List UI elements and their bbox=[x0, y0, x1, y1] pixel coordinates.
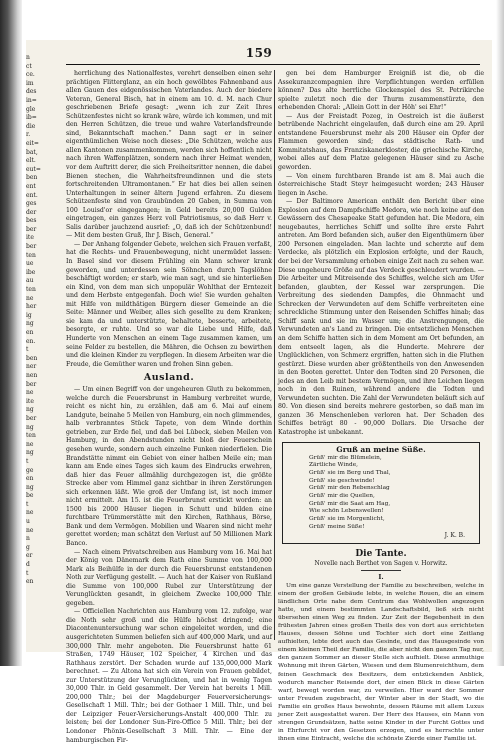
article-paragraph: — Um einen Begriff von der ungeheuren Gluth zu bekommen, welche durch die Feuersbrunst in Hamburg verbreitet wurde, reicht es nicht hin, zu erzählen, daß am 6. Mai auf einem Landgute, beinahe 5 Meilen von Hamburg, ein noch glimmendes, halb verbranntes Stück Tapete, von dem Winde dorthin getrieben, zur Erde fiel, und daß bei Lübeck, sieben Meilen von Hamburg, in den Abendstunden nicht bloß der Feuerschein gesehen wurde, sondern auch einzelne Funken niederfielen. Die Brandstätte nimmt ein Gebiet von einer halben Meile ein; man kann am Ende eines Tages sich kaum des Eindrucks erwehren, daß hier das Feuer allmählig durchgezogen ist, die größte Strecke aber vom Himmel ganz sichtbar in ihren Zerstörungen sich erkennen läßt. Wie groß der Umfang ist, ist noch immer nicht ermittelt. Am 15. ist die Feuerbrunst erstickt worden: an 1500 bis 2000 Häuser liegen in Schutt und bilden eine furchtbare Trümmerstätte mit den Kirchen, Rathhaus, Börse, Bank und dem Vermögen. Mobilien und Waaren sind nicht mehr gerettet worden; man schätzt den Verlust auf 50 Millionen Mark Banco. bbox=[66, 386, 272, 547]
novella-subtitle: Novelle nach Berthet von Sagen v. Horwitz. bbox=[314, 559, 448, 567]
margin-fragment: ber bbox=[26, 225, 37, 233]
article-paragraph: — Von einem furchtbaren Brande ist am 8. Mai auch die österreichische Stadt Steyr heimgesucht worden; 243 Häuser liegen in Asche. bbox=[278, 172, 484, 197]
margin-fragment: t bbox=[26, 346, 29, 354]
poem-title: Gruß an meine Süße. bbox=[336, 444, 426, 454]
poem-line: Grüß' meine Süße! bbox=[309, 523, 365, 530]
left-column-articles bbox=[66, 70, 272, 369]
margin-fragment: ne bbox=[26, 389, 34, 397]
margin-fragment: ten bbox=[26, 432, 36, 440]
margin-fragment: die bbox=[26, 122, 36, 130]
margin-fragment: ib= bbox=[26, 114, 37, 122]
margin-fragment: be bbox=[26, 492, 34, 500]
margin-fragment: ten bbox=[26, 251, 36, 259]
margin-fragment: ber bbox=[26, 414, 37, 422]
right-column-articles bbox=[278, 70, 484, 438]
margin-fragment: t bbox=[26, 457, 29, 465]
margin-fragment: her bbox=[26, 303, 37, 311]
poem-lines bbox=[287, 455, 475, 532]
margin-fragment: ng bbox=[26, 406, 34, 414]
right-column bbox=[278, 70, 484, 743]
article-paragraph: herrlichung des Nationalfestes, verehrt denselben einen sehr prächtigen Flitterglanz, an ein hoch gewölbtes Fahnenband aus allen Gauen des eidgenössischen Vaterlandes. Auch der biedere Veteran, General Bisch, hat in einem am 10. d. M. nach Chur geschriebenen Briefe gesagt: „wenn ich zur Zeit Ihres Schützenfestes nicht so krank wäre, würde ich kommen, und mit den Herren Schützen, die treue und wahre Vaterlandsfreunde sind, Bekanntschaft machen.“ Dann sagt er in seiner eigenthümlichen Weise noch dieses: „Die Schützen, welche aus allen Kantonen zusammenkommen, werden sich hoffentlich nicht nach ihren Waffenplätzen, sondern nach ihrer Heimat wenden, vor dem Auftritt derer, die sich Freiheitsritter nennen, die dabei Bienen stechen, die Wahrheitsfreundinnen und die stets fortschreitenden Ultramontanen.“ Er hat dies bei allen seinen Unterhaltungen in seiner ältern Jugend erfahren. Zu diesem Schützenfeste sind von Graubünden 20 Gaben, in Summa von 100 Louisd'or eingegangen; in Geld bereits 20,000 Gulden eingetragen, ein ganzes Herz voll Patriotismus, so daß Herr v. Salis darüber jauchzend ausrief: „O, daß ich der Schützenbund! — Mit dem besten Gruß, Ihr J. Bisch, General.“ bbox=[66, 70, 272, 240]
chapter-number: I. bbox=[378, 572, 384, 581]
margin-fragment: ite bbox=[26, 397, 34, 405]
left-column bbox=[66, 70, 272, 744]
article-paragraph: gen bei dem Hamburger Ereigniß ist die, ob die Assekuranzcompagnien ihre Verpflichtungen werden erfüllen können? Das alte herrliche Glockenspiel des St. Petrikirche spielte zuletzt noch die der Thurm zusammenstürzte, den erhebenden Choral: „Allein Gott in der Höh' sei Ehr!“ bbox=[278, 70, 484, 112]
margin-fragment: en. bbox=[26, 337, 36, 345]
margin-fragment: au bbox=[26, 277, 34, 285]
section-heading-ausland: Ausland. bbox=[143, 372, 195, 384]
margin-fragment: ig bbox=[26, 311, 32, 319]
poem-line: Grüß' mir die Blümelein, bbox=[309, 454, 382, 461]
margin-fragment: ng bbox=[26, 449, 34, 457]
margin-fragment: der bbox=[26, 208, 37, 216]
page-number: 159 bbox=[245, 46, 273, 60]
margin-fragment: bat, bbox=[26, 148, 38, 156]
margin-fragment: ibe bbox=[26, 268, 36, 276]
column-divider bbox=[274, 70, 275, 640]
poem-line: Wie schön Lebenswellen! bbox=[309, 508, 384, 515]
margin-fragment: er bbox=[26, 552, 33, 560]
margin-fragment: gle bbox=[26, 105, 36, 113]
margin-fragment: bes bbox=[26, 217, 37, 225]
margin-fragment: ue bbox=[26, 260, 34, 268]
article-paragraph: — Der Anhang folgender Gebete, welchen sich Frauen verfaßt, hat die Rechts- und Frauenbewegung, nicht unermüdet lassen: In Basel sind vor diesem Frühling ein Mann schwer krank geworden, und unterdessen sein Söhnchen durch Tagslöhne beschäftigt worden; er starb, wie man sagt, und sie hinterließen ein Kind, von dem man sich unpopulär Wohlthat der Erntezeit und dem Herbste entgegenfah. Doch wie! Sie wurden gehalten mit Hilfe von mildthätigen Bürgern dieser Gemeinde an die Seite: Männer und Weiber, alles sich gesellte zu dem Kranken; sie kam da und unterstützte, behaltete, besserte, arbeitete, besorgte, er ruhte. Und so war die Liebe und Hilfe, daß Hunderte von Menschen an einem Tage zusammen kamen, um seine Felder zu bestellen, die Mähren, die Ochsen zu bewirthen und die kleinen Kinder zu verpflegen. In diesem Arbeiten war die Freude, die Gemüther waren und frohen Sinn geben. bbox=[66, 240, 272, 368]
article-paragraph: — Officiellen Nachrichten aus Hamburg vom 12. zufolge, war die Noth sehr groß und die Hülfe höchst dringend; eine Diacontenuntersuchung war schon eingeleitet worden, und die ausgerichteten Summen beliefen sich auf 400,000 Mark, und auf 300,000 Thlr. mehr angeboten. Die Feuersbrunst hatte 61 Straßen, 1749 Häuser, 102 Speicher, 4 Kirchen und das Rathhaus zerstört. Der Schaden wurde auf 135,000,000 Mark berechnet. — Zu Altona hat sich ein Verein von Frauen gebildet, zur Unterstützung der Verunglückten, und hat in wenig Tagen 30,000 Thlr. in Geld gesammelt. Der Verein hat bereits 1 Mill. 200,000 Thlr.; bei der Magdeburger Feuerversicherungs-Gesellschaft 1 Mill. Thlr.; bei der Gothaer 1 Mill. Thlr., und bei der Leipziger Feuer-Versicherungs-Anstalt 400,000 Thlr. zu leisten; bei der Londoner Sun-Fire-Office 5 Mill. Thlr.; bei der Londoner Phönix-Gesellschaft 3 Mill. Thlr. — Eine der hamburgischen Fir- bbox=[66, 608, 272, 744]
margin-fragment: ng bbox=[26, 320, 34, 328]
poem-line: Grüß' sie geschwinde! bbox=[309, 477, 375, 484]
margin-fragment: ent bbox=[26, 182, 36, 190]
margin-fragment: ent. bbox=[26, 191, 38, 199]
margin-fragment: nen bbox=[26, 371, 38, 379]
margin-fragment: ber bbox=[26, 243, 37, 251]
margin-fragment: ne bbox=[26, 509, 34, 517]
margin-fragment: ng bbox=[26, 483, 34, 491]
margin-fragment: n bbox=[26, 54, 30, 61]
margin-fragment: ce. bbox=[26, 71, 35, 79]
margin-fragment: ite bbox=[26, 234, 34, 242]
poem-line: Grüß' mir den Rebenschlag bbox=[309, 485, 390, 492]
novella-paragraph: Um eine ganze Verstellung der Familie zu beschreiben, welche in einem der großen Gebäude lebte, in welche Rouen, die an einem ländlichen Orte nahe dem Centrum das Wohlwollen angezogen hatte, und einem bestimmten Landschaftsbild, ließ sich nicht übersehen einen Weg zu finden. Zur Zeit der Begebenheit in den frühesten Jahren eines großen Theils des von dort aus errichteten Hauses, dessen Söhne und Tochter sich dort eine Zeitlang aufhielten, lebte dort auch das Gesinde, und das Hausgesinde von einem kleinen Theil der Familie, die aber nicht den ganzen Tag nur, den ganzen Sommer an dieser Stelle sich aufhielt. Diese anmuthige Wohnung mit ihren Gärten, Wiesen und dem Blumenreichthum, dem feinen Geschmack des Besitzers, dem entzückenden Anblick, wodurch mancher Reisende dort, der einen Blick in diese Gärten warf, bewegt worden war, zu verweilen. Hier ward der Sommer unter Freuden zugebracht, der Winter aber in der Stadt, wo die Familie ein großes Haus bewohnte, dessen Räume mit allem Luxus jener Zeit ausgestattet waren. Der Herr des Hauses, ein Mann von strengen Grundsätzen, hatte seine Kinder in der Furcht Gottes und in Ehrfurcht vor den Gesetzen erzogen, und es herrschte unter ihnen eine Eintracht, welche die schönste Zierde einer Familie ist. bbox=[278, 582, 484, 743]
margin-fragment: t bbox=[26, 500, 29, 508]
margin-fragment: eit= bbox=[26, 139, 39, 147]
poem-line: Grüß' mir die Quellen, bbox=[309, 493, 375, 500]
margin-fragment: im bbox=[26, 79, 34, 87]
margin-fragment: des bbox=[26, 88, 37, 96]
margin-fragment: elt. bbox=[26, 157, 36, 165]
margin-fragment: ben bbox=[26, 174, 38, 182]
margin-fragment: ten bbox=[26, 286, 36, 294]
newspaper-page bbox=[26, 40, 492, 744]
scan-edge-shadow bbox=[0, 0, 22, 666]
poem-line: Zärtliche Winde, bbox=[309, 462, 358, 469]
scan-right-shade bbox=[496, 0, 504, 666]
margin-fragment: eut= bbox=[26, 165, 41, 173]
margin-fragment: g bbox=[26, 543, 30, 551]
article-paragraph: — Nach einem Privatschreiben aus Hamburg vom 16. Mai hat der König von Dänemark dem Rath eine Summe von 100,000 Mark als Beihülfe in der durch die Feuersbrunst entstandenen Noth zur Verfügung gestellt. — Auch hat der Kaiser von Rußland die Summe von 100,000 Rubel zur Unterstützung der Verunglückten gesandt, in gleichem Zwecke 100,000 Thlr. gegeben. bbox=[66, 548, 272, 607]
article-paragraph: — Aus der Freistadt Pozeg, in Oestreich ist die äußerst betrübende Nachricht eingelaufen, daß durch eine am 29. April entstandene Feuersbrunst mehr als 200 Häuser ein Opfer der Flammen geworden sind; das städtische Rath- und Kommitatshaus, das Franziskanerkloster, die griechische Kirche, wobei alles auf dem Platze gelegenen Häuser sind zu Asche geworden. bbox=[278, 112, 484, 172]
margin-fragment: ber bbox=[26, 380, 37, 388]
novella-rule bbox=[361, 570, 401, 571]
margin-fragment: ges bbox=[26, 200, 37, 208]
margin-fragment: ben bbox=[26, 354, 38, 362]
poem-line: Grüß' mir die Saat am Hag, bbox=[309, 500, 391, 507]
margin-fragment: in= bbox=[26, 96, 37, 104]
margin-fragment: ct bbox=[26, 62, 32, 70]
previous-page-margin-fragments bbox=[26, 54, 44, 634]
margin-fragment: ng bbox=[26, 423, 34, 431]
margin-fragment: u bbox=[26, 518, 30, 526]
poem-line: Grüß' sie im Berg und Thal, bbox=[309, 469, 391, 476]
article-paragraph: — Der Baltimore American enthält den Bericht über eine Explosion auf dem Dampfschiffe Medora, wie noch keine auf den Gewässern des Chesapeake Statt gefunden hat. Die Medora, ein neugebautes, herrliches Schiff und sollte ihre erste Fahrt antreten. Am Bord befanden sich, außer den Eigenthümern über 200 Personen eingeladen. Man lachte und scherzte auf dem Verdecke, als plötzlich ein Explosion erfolgte, und der Rauch, der bei der Versammlung erhoben einige Zeit nach zu sehen war. Diese ungeheure Größe auf das Verdeck geschleudert wurden. — Die Arbeiter und Mitreisende des Schiffes, welche sich am Ufer befanden, glaubten, der Kessel war zersprungen. Die Verbreitung des siedenden Dampfes, die Ohnmacht und Schrecken der Verwundeten auf dem Schiffe verbreiteten eine schreckliche Stimmung unter den Reisenden Schiffes hinab; das Schiff sank und sie im Wasser um; die Anstrengungen, die Verwundeten an's Land zu bringen. Die entsetzlichen Menschen an dem Schiffe hatten sich in dem Moment am Ort befunden, an dem entseelt lagen, als die Hunderte. Mehrere der Unglücklichen, von Schmerz ergriffen, hatten sich in die Fluthen gestürzt. Diese wurden aber größtentheils von den Anwesenden in den Booten gerettet. Unter den Todten sind 20 Personen, die jedes an den Leib mit bestem Vermögen, und ihre Leichen liegen noch in den Ruinen, während andere die Todten und Verwundeten suchten. Die Zahl der Verwundeten beläuft sich auf 80. Von diesen sind bereits mehrere gestorben, so daß man im ganzen 36 Menschenleben verloren hat. Der Schaden des Schiffes beträgt 80 - 90,000 Dollars. Die Ursache der Katastrophe ist unbekannt. bbox=[278, 198, 484, 436]
margin-fragment: ner bbox=[26, 363, 37, 371]
novella-title: Die Tante. bbox=[355, 548, 407, 559]
header-rule bbox=[66, 64, 480, 65]
margin-fragment: en bbox=[26, 329, 34, 336]
poem-box bbox=[282, 442, 480, 544]
margin-fragment: ne bbox=[26, 440, 34, 448]
margin-fragment: en bbox=[26, 475, 34, 483]
margin-fragment: ne bbox=[26, 526, 34, 534]
margin-fragment: d bbox=[26, 561, 30, 569]
margin-fragment: n bbox=[26, 535, 30, 543]
margin-fragment: en bbox=[26, 578, 34, 586]
margin-fragment: r. bbox=[26, 131, 31, 139]
novella-body bbox=[278, 582, 484, 744]
margin-fragment: t bbox=[26, 569, 29, 577]
margin-fragment: ge bbox=[26, 466, 34, 474]
ausland-articles bbox=[66, 386, 272, 745]
poem-signature: J. K. B. bbox=[444, 531, 465, 539]
poem-line: Grüß' sie im Morgenlicht, bbox=[309, 516, 385, 523]
margin-fragment: ne bbox=[26, 294, 34, 302]
